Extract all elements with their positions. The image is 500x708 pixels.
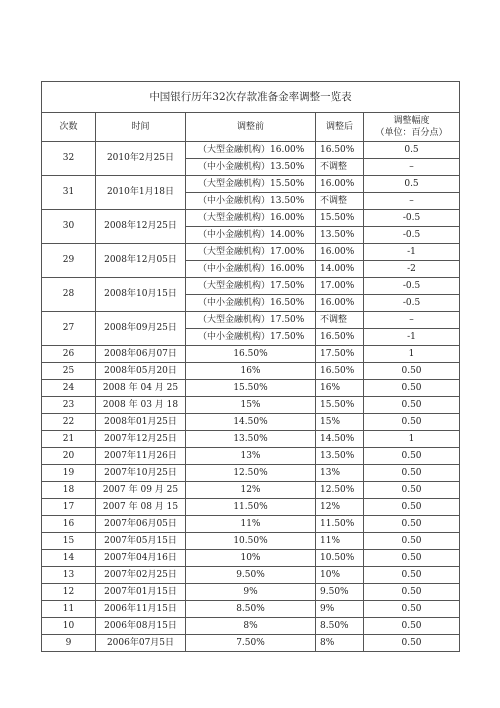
cell-date: 2008年06月07日 [96,346,186,363]
reserve-ratio-table [41,81,460,652]
cell-after: 16.00% [316,176,364,193]
cell-date: 2007年02月25日 [96,567,186,584]
cell-date: 2007 年 08 月 15 [96,499,186,516]
cell-delta: 0.50 [364,601,460,618]
table-title: 中国银行历年32次存款准备金率调整一览表 [42,82,460,113]
cell-num: 11 [42,601,96,618]
table-row [42,414,460,431]
cell-before: 14.50% [186,414,316,431]
cell-after: 16.50% [316,363,364,380]
cell-after: 12% [316,499,364,516]
cell-date: 2010年2月25日 [96,142,186,176]
cell-delta: 0.50 [364,584,460,601]
cell-before: 7.50% [186,635,316,652]
cell-delta: -0.5 [364,278,460,295]
cell-date: 2006年11月15日 [96,601,186,618]
cell-num: 20 [42,448,96,465]
cell-before: （大型金融机构）17.00% [186,244,316,261]
table-row [42,431,460,448]
cell-after: 8% [316,635,364,652]
cell-num: 21 [42,431,96,448]
cell-after: 不调整 [316,312,364,329]
cell-after: 12.50% [316,482,364,499]
cell-delta: -0.5 [364,210,460,227]
cell-before: （中小金融机构）13.50% [186,159,316,176]
cell-delta: 0.50 [364,516,460,533]
cell-before: （大型金融机构）17.50% [186,312,316,329]
table-row [42,142,460,159]
cell-before: 9.50% [186,567,316,584]
header-date: 时间 [96,113,186,142]
table-row [42,210,460,227]
cell-delta: -1 [364,329,460,346]
cell-after: 10.50% [316,550,364,567]
cell-date: 2006年07月5日 [96,635,186,652]
table-row [42,380,460,397]
cell-num: 19 [42,465,96,482]
cell-delta: -1 [364,244,460,261]
cell-num: 18 [42,482,96,499]
cell-delta: 0.50 [364,533,460,550]
table-row [42,516,460,533]
cell-before: 16.50% [186,346,316,363]
cell-num: 17 [42,499,96,516]
header-num: 次数 [42,113,96,142]
cell-delta: 1 [364,431,460,448]
cell-after: 15% [316,414,364,431]
table-row [42,448,460,465]
cell-date: 2007年10月25日 [96,465,186,482]
cell-before: 12% [186,482,316,499]
cell-date: 2010年1月18日 [96,176,186,210]
header-before: 调整前 [186,113,316,142]
cell-after: 11% [316,533,364,550]
cell-delta: 0.50 [364,380,460,397]
table-row [42,346,460,363]
cell-after: 16.50% [316,142,364,159]
cell-after: 15.50% [316,397,364,414]
header-delta-line2: （单位：百分点） [375,128,448,138]
cell-date: 2007年12月25日 [96,431,186,448]
cell-before: 8.50% [186,601,316,618]
table-row [42,363,460,380]
cell-delta: 0.50 [364,397,460,414]
cell-delta: -0.5 [364,227,460,244]
cell-after: 11.50% [316,516,364,533]
cell-date: 2008年10月15日 [96,278,186,312]
cell-before: 15% [186,397,316,414]
table-row [42,312,460,329]
cell-after: 13.50% [316,227,364,244]
cell-date: 2008年09月25日 [96,312,186,346]
cell-delta: – [364,193,460,210]
header-after: 调整后 [316,113,364,142]
cell-before: 9% [186,584,316,601]
cell-delta: -0.5 [364,295,460,312]
cell-before: 10% [186,550,316,567]
cell-num: 15 [42,533,96,550]
table-row [42,397,460,414]
cell-num: 16 [42,516,96,533]
cell-date: 2007 年 09 月 25 [96,482,186,499]
cell-before: （大型金融机构）16.00% [186,142,316,159]
header-delta-line1: 调整幅度 [393,116,430,126]
cell-num: 12 [42,584,96,601]
table-row [42,618,460,635]
cell-num: 29 [42,244,96,278]
cell-after: 13% [316,465,364,482]
cell-before: （大型金融机构）17.50% [186,278,316,295]
cell-before: （大型金融机构）15.50% [186,176,316,193]
cell-date: 2007年04月16日 [96,550,186,567]
header-delta [364,113,460,142]
cell-delta: 1 [364,346,460,363]
cell-delta: 0.5 [364,176,460,193]
table-row [42,482,460,499]
cell-delta: 0.50 [364,567,460,584]
cell-date: 2007年05月15日 [96,533,186,550]
cell-after: 14.00% [316,261,364,278]
cell-after: 17.00% [316,278,364,295]
cell-after: 15.50% [316,210,364,227]
cell-date: 2008年12月05日 [96,244,186,278]
cell-num: 13 [42,567,96,584]
cell-delta: 0.50 [364,482,460,499]
cell-num: 25 [42,363,96,380]
cell-delta: 0.50 [364,465,460,482]
rate-table-document [41,81,459,652]
cell-delta: 0.50 [364,448,460,465]
cell-before: 8% [186,618,316,635]
table-row [42,584,460,601]
table-row [42,550,460,567]
cell-before: 11.50% [186,499,316,516]
cell-num: 9 [42,635,96,652]
table-row [42,533,460,550]
table-row [42,176,460,193]
cell-after: 8.50% [316,618,364,635]
cell-num: 30 [42,210,96,244]
cell-date: 2008 年 03 月 18 [96,397,186,414]
cell-delta: 0.5 [364,142,460,159]
cell-num: 23 [42,397,96,414]
cell-after: 17.50% [316,346,364,363]
cell-after: 16.00% [316,244,364,261]
cell-after: 16% [316,380,364,397]
cell-before: （中小金融机构）16.50% [186,295,316,312]
cell-before: 10.50% [186,533,316,550]
cell-date: 2007年06月05日 [96,516,186,533]
cell-num: 28 [42,278,96,312]
table-row [42,499,460,516]
table-row [42,635,460,652]
cell-after: 9.50% [316,584,364,601]
cell-before: 13% [186,448,316,465]
table-row [42,244,460,261]
cell-date: 2007年11月26日 [96,448,186,465]
cell-date: 2008 年 04 月 25 [96,380,186,397]
cell-delta: 0.50 [364,618,460,635]
cell-delta: – [364,312,460,329]
cell-before: （中小金融机构）17.50% [186,329,316,346]
cell-after: 9% [316,601,364,618]
cell-after: 不调整 [316,193,364,210]
cell-before: 15.50% [186,380,316,397]
cell-delta: -2 [364,261,460,278]
cell-after: 14.50% [316,431,364,448]
cell-delta: 0.50 [364,499,460,516]
cell-num: 26 [42,346,96,363]
header-row [42,113,460,142]
cell-delta: 0.50 [364,363,460,380]
cell-num: 27 [42,312,96,346]
cell-before: （中小金融机构）13.50% [186,193,316,210]
cell-before: 13.50% [186,431,316,448]
cell-before: （中小金融机构）14.00% [186,227,316,244]
cell-after: 16.50% [316,329,364,346]
cell-before: 16% [186,363,316,380]
table-row [42,465,460,482]
cell-date: 2008年05月20日 [96,363,186,380]
cell-date: 2006年08月15日 [96,618,186,635]
title-row [42,82,460,113]
cell-before: （大型金融机构）16.00% [186,210,316,227]
cell-after: 不调整 [316,159,364,176]
cell-date: 2008年01月25日 [96,414,186,431]
table-row [42,601,460,618]
cell-num: 14 [42,550,96,567]
cell-before: （中小金融机构）16.00% [186,261,316,278]
cell-before: 12.50% [186,465,316,482]
cell-num: 10 [42,618,96,635]
cell-delta: – [364,159,460,176]
cell-after: 16.00% [316,295,364,312]
cell-date: 2007年01月15日 [96,584,186,601]
table-row [42,278,460,295]
cell-date: 2008年12月25日 [96,210,186,244]
cell-num: 24 [42,380,96,397]
cell-after: 13.50% [316,448,364,465]
cell-num: 32 [42,142,96,176]
cell-num: 22 [42,414,96,431]
cell-before: 11% [186,516,316,533]
cell-delta: 0.50 [364,635,460,652]
cell-delta: 0.50 [364,550,460,567]
cell-num: 31 [42,176,96,210]
cell-after: 10% [316,567,364,584]
cell-delta: 0.50 [364,414,460,431]
table-row [42,567,460,584]
